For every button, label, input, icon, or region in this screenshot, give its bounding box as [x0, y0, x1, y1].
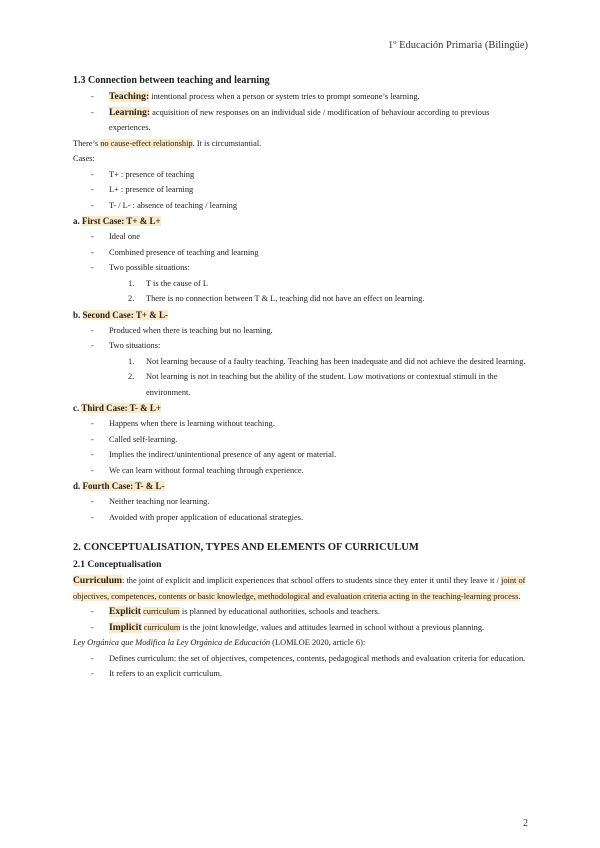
relation-statement: There’s no cause-effect relationship. It is circumstantial. [73, 138, 262, 148]
teaching-definition: - Teaching: intentional process when a person or system tries to prompt someone’s learning. [109, 89, 528, 105]
case-b-heading: b. Second Case: T+ & L- [73, 309, 168, 320]
list-item: - Called self-learning. [109, 432, 528, 448]
case-d-list [73, 494, 528, 525]
section-1-3-heading: 1.3 Connection between teaching and learning [73, 75, 270, 86]
curriculum-definition: Curriculum: the joint of explicit and implicit experiences that school offers to students since they enter it until they leave it / joint of objectives, competences, contents or basic knowledge, methodological and evaluation criteria acting in the teaching-learning process. [73, 575, 526, 601]
page-header: 1º Educación Primaria (Bilingüe) [387, 40, 528, 51]
section-2-heading: 2. CONCEPTUALISATION, TYPES AND ELEMENTS OF CURRICULUM [73, 542, 419, 553]
list-item: 2. Not learning is not in teaching but the ability of the student. Low motivations or contextual stimuli in the environment. [128, 372, 498, 397]
list-item: - Neither teaching nor learning. [109, 494, 528, 510]
explicit-curriculum-item: - Explicit curriculum is planned by educational authorities, schools and teachers. [109, 604, 528, 620]
list-item: - Combined presence of teaching and learning [109, 245, 528, 261]
list-item: - Avoided with proper application of educational strategies. [109, 510, 528, 526]
cases-list [73, 167, 528, 214]
law-reference: Ley Orgánica que Modifica la Ley Orgánica de Educación (LOMLOE 2020, article 6): [73, 638, 366, 647]
case-c-list [73, 416, 528, 478]
section-2-1-heading: 2.1 Conceptualisation [73, 559, 162, 570]
case-a-list [73, 229, 528, 276]
list-item: - T- / L- : absence of teaching / learning [109, 198, 528, 214]
list-item: - Ideal one [109, 229, 528, 245]
list-item: - Happens when there is learning without teaching. [109, 416, 528, 432]
list-item: - Two possible situations: [109, 260, 528, 276]
list-item: - L+ : presence of learning [109, 182, 528, 198]
list-item: - It refers to an explicit curriculum. [109, 666, 528, 682]
curriculum-types-list [73, 604, 528, 635]
learning-definition: - Learning: acquisition of new responses on an individual side / modification of behaviour according to previous experiences. [109, 105, 528, 136]
list-item: - We can learn without formal teaching through experience. [109, 463, 528, 479]
list-item: - Two situations: [109, 338, 528, 354]
list-item: 1. T is the cause of L [128, 278, 208, 288]
case-d-heading: d. Fourth Case: T- & L- [73, 481, 165, 491]
page-content [73, 74, 528, 682]
list-item: - T+ : presence of teaching [109, 167, 528, 183]
list-item: - Implies the indirect/unintentional presence of any agent or material. [109, 447, 528, 463]
law-list [73, 651, 528, 682]
list-item: 1. Not learning because of a faulty teaching. Teaching has been inadequate and did not achieve the desired learning. [128, 356, 526, 366]
list-item: 2. There is no connection between T & L, teaching did not have an effect on learning. [128, 294, 425, 303]
list-item: - Produced when there is teaching but no learning. [109, 323, 528, 339]
case-c-heading: c. Third Case: T- & L+ [73, 403, 161, 413]
case-a-heading: a. First Case: T+ & L+ [73, 216, 161, 226]
page-number: 2 [523, 818, 528, 829]
cases-label: Cases: [73, 154, 95, 163]
case-b-list [73, 323, 528, 354]
implicit-curriculum-item: - Implicit curriculum is the joint knowledge, values and attitudes learned in school without a previous planning. [109, 620, 528, 636]
case-b-situations [73, 354, 528, 401]
list-item: - Defines curriculum: the set of objectives, competences, contents, pedagogical methods and evaluation criteria for education. [109, 651, 528, 667]
case-a-situations [73, 276, 528, 307]
definitions-list [73, 89, 528, 136]
